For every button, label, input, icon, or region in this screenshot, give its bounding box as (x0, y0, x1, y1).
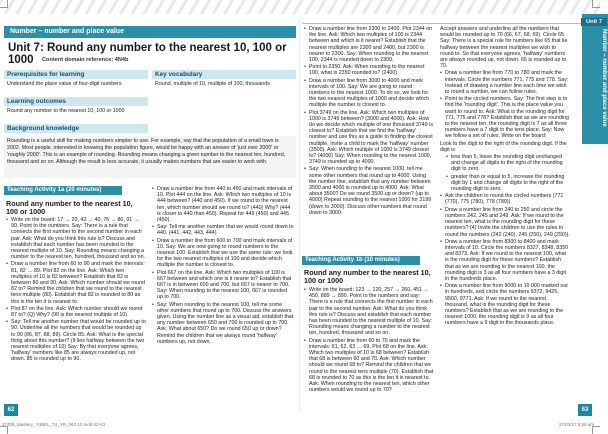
crop-mark (0, 0, 8, 8)
list-item: • Say: When rounding to the nearest 100, tell me some other numbers that round up to 700. Discuss the answers given. Using the number line as a visual aid, establish that any number between 650 and 700 is rounded up to 700. Ask: What about 650? Do we round 650 up or down? Remind the children that we always round 'halfway' numbers up, not down. (152, 302, 294, 345)
outcomes-heading: Learning outcomes (4, 97, 148, 106)
list-item: • Plot 87 on the line. Ask: Which number should we round 87 to? (Q) Why? (90 is the nearest multiple of 10) (6, 306, 146, 318)
list-item: • Plot 3749 on the line. Ask: Which two multiples of 1000 is 3749 between? (3000 and 4000). Ask: How do we decide which multiple of one thousand 3749 is closest to? Establish that we find the 'halfway' number and use this as a guide to finding the closest multiple. Invite a child to mark the 'halfway' number (3500). Ask: Which multiple of 1000 is 3749 closest to? (4000) Say: When rounding to the nearest 1000, 3749 is rounded up to 4000. (304, 110, 434, 166)
list-item: • Plot 667 on the line. Ask: Which two multiples of 100 is 667 between and which one is it nearer to? Establish that 667 is in between 600 and 700, but 667 is nearer to 700. Say: When rounding to the nearest 100, 667 is rounded up to 700. (152, 270, 294, 301)
gutter (299, 20, 300, 412)
crop-mark (592, 0, 600, 8)
list-item: • Ask the children to round the circled numbers (771 (770), 775 (780), 778 (780)). (440, 193, 570, 205)
paragraph: Accept answers and underline all the numbers that would be rounded up to 70 (66, 67, 68, 69). Circle 65. Say: There is a special rule for numbers like 65 that lie halfway between the nearest multiples we wish to round to. So that everyone agrees, 'halfway' numbers are always rounded up, not down. 65 is rounded up to 70. (440, 26, 568, 70)
unit-title: Unit 7: Round any number to the nearest 10, 100 or 1000 (8, 42, 287, 66)
list-item: • greater than or equal to 5, increase the rounding digit by 1 and change all digits to the right of the rounding digit to zero. (446, 174, 570, 193)
list-item: • Say: Tell me another number that we would round down to 440. (441, 442, 443, 444) (152, 224, 294, 236)
decorative-pattern (0, 0, 600, 14)
list-item: • Draw a number line from 8300 to 8400 and mark intervals of 10. Circle the numbers 8327, 8348, 8350 and 8373. Ask: If we round to the nearest 100, what is the rounding digit for these numbers? Establish that as we are rounding to the nearest 100, the rounding digit is 3 as all four numbers have a 3 digit in the hundreds place. (440, 239, 570, 282)
vocab-text: Round, multiple of 10, multiple of 100, thousands (155, 81, 270, 87)
crop-mark (592, 426, 600, 434)
activity-bar: Teaching Activity 1a (20 minutes) (4, 186, 122, 195)
paragraph: Look to the digit to the right of the rounding digit. If the digit is (440, 140, 567, 153)
right-column-1b (304, 287, 434, 394)
vocab-heading: Key vocabulary (152, 70, 296, 79)
activity-title-1b: Round any number to the nearest 10, 100 or 1000 (304, 268, 431, 285)
prereq-heading: Prerequisites for learning (4, 70, 148, 79)
content-domain: Content domain reference: 4N4b (42, 57, 129, 63)
header-band: Number – number and place value (4, 26, 296, 38)
list-item: • Draw a number line from 770 to 780 and mark the intervals. Circle the numbers 771, 775 and 778. Say: Instead of drawing a number line each time we wish to round a number, we can follow rules. (440, 70, 570, 95)
footer-left: 37408_Mastery_Y4BKL_T4_YR_062-10.indd 62-63 (2, 422, 106, 427)
list-item: • Point to the circled numbers. Say: The first step is to find the 'rounding digit'. This is the place value you want to round to. Ask: What is the rounding digit for 771, 775 and 778? Establish that as we are rounding to the nearest ten, the rounding digit is 7 as all three numbers have a 7 digit in the tens place. Say: Now we follow a set of rules. Write on the board: (440, 96, 570, 139)
footer-right: 27/03/17 9:58 am (558, 422, 594, 427)
outcomes-text: Round any number to the nearest 10, 100 or 1000 (7, 108, 125, 114)
page-number-left: 62 (4, 404, 18, 416)
left-column-2 (152, 186, 294, 346)
list-item: • Draw a number line from 3000 to 4000 and mark intervals of 100. Say: We are going to round numbers to the nearest 1000. To do so, we look for the two nearest multiples of 1000 and decide which multiple the number is closest to. (304, 78, 434, 109)
left-page (4, 14, 296, 413)
left-column-1 (6, 217, 146, 364)
side-unit-chip: Unit 7 (581, 18, 607, 26)
list-item: • Draw a number line from 2300 to 2400. Plot 2344 on the line. Ask: Which two multiples of 100 is 2344 between and which is it nearer? Establish that the nearest multiples are 2300 and 2400, but 2300 is nearer to 2300. Say: When rounding to the nearest 100, 2344 is rounded down to 2300. (304, 26, 434, 63)
right-column-1 (304, 26, 434, 217)
side-label: Number – number and place value (601, 29, 607, 127)
list-item: • Say: Tell me another number that would be rounded up to 90. Underline all the numbers that would be rounded up to 90 (86, 87, 88, 89). Circle 85. Ask: What is the special thing about this number? (It lies halfway between the two nearest multiples of 10) Say: By that everyone agrees, 'halfway' numbers like 85 are always rounded up, not down. 85 is rounded up to 90. (6, 319, 146, 362)
activity-bar-1b: Teaching Activity 1b (10 minutes) (302, 256, 420, 265)
right-column-2 (440, 26, 570, 328)
list-item: • Say: When rounding to the nearest 1000, tell me some other numbers that round up to 4000. Using the number line, establish that any number between 3500 and 4000 is rounded up to 4000. Ask: What about 3500? Do we round 3500 up or down? (up to 4000) Repeat rounding to the nearest 1000 for 3199 (down to 3000). Discuss other numbers that round down to 3000. (304, 166, 434, 216)
right-top-band (302, 14, 582, 24)
right-page (302, 14, 607, 413)
list-item: • Draw a number line from 60 to 90 and mark the intervals: 81, 82 … 89. Plot 82 on the line. Ask: Which two multiples of 10 is 82 between? Establish that 82 is between 80 and 90. Ask: Which number should we round 82 to? Remind the children that we round to the nearest tens multiple (80). Establish that 82 is rounded to 80 as this is the ten it is nearest to. (6, 261, 146, 304)
print-footer (2, 420, 598, 430)
background-text: Rounding is a useful skill for making numbers simpler to use. For example, say that the population of a small town is 2002. Most people, interested in knowing the population figure, would be happy with an answer of 'just over 2000' or 'roughly 2000'. This is an example of rounding. Rounding means changing a given number to the nearest ten, hundred, thousand and so on. Although the result is less accurate, it usually makes numbers that are easier to work with. (7, 138, 286, 165)
list-item: • Write on the board: 123 → 120, 257 → 260, 451 → 450, 889 → 890. Point to the numbers and say: There is a rule that connects the first number in each pair to the second number. Ask: What do you think this rule is? Discuss and establish that each number has been rounded to the nearest multiple of 10. Say: Rounding means changing a number to the nearest ten, hundred, thousand and so on. (304, 287, 434, 337)
crop-mark (0, 426, 8, 434)
list-item: • Point to 2350. Ask: When rounding to the nearest 100, what is 2350 rounded to? (2400) (304, 64, 434, 76)
list-item: • Draw a number line from 60 to 70 and mark the intervals: 61, 62, 63 … 69. Plot 68 on the line. Ask: Which two multiples of 10 is 68 between? Establish that 68 is between 60 and 70. Ask: Which number should we round 68 to? Remind the children that we round to the nearest tens multiple (70). Establish that 68 is rounded to 70 as this is the ten it is nearest to. Ask: When rounding to the nearest ten, which other numbers would we round up to 70? (304, 338, 434, 394)
list-item: • Write on the board: 17 → 20, 42 → 40, 76 → 80, 91 → 90. Point to the numbers. Say: There is a rule that connects the first number to the second number in each pair. Ask: What do you think this rule is? Discuss and establish that each number has been rounded to the nearest multiple of 10. Say: Rounding means changing a number to the nearest ten, hundred, thousand and so on. (6, 217, 146, 260)
activity-title: Round any number to the nearest 10, 100 or 1000 (6, 199, 133, 216)
page-number-right: 63 (578, 404, 592, 416)
list-item: • Draw a number line from 9000 to 10 000 marked out in hundreds, and circle the numbers 9372, 9425, 9500, 9771. Ask: If we round to the nearest thousand, what is the rounding digit for these numbers? Establish that as we are rounding to the nearest 1000, the rounding digit is 9 as all four numbers have a 9 digit in the thousands place. (440, 283, 570, 326)
list-item: • Draw a number line from 440 to 450 and mark intervals of 10. Plot 444 on the line. Ask: Which two multiples of 10 is 444 between? (440 and 450). If we round to the nearest ten, which number should we round to? (440) Why? (444 is closer to 440 than 450). Repeat for 449 (450) and 445 (450). (152, 186, 294, 223)
background-heading: Background knowledge (4, 124, 148, 133)
prereq-text: Understand the place value of four-digit numbers (7, 81, 122, 87)
list-item: • less than 5, leave the rounding digit unchanged and change all digits to the right of the rounding digit to zero. (446, 154, 570, 173)
list-item: • Draw a number line from 240 to 250 and circle the numbers 242, 245 and 249. Ask: If we round to the nearest ten, what is the rounding digit for these numbers? (4) Invite the children to use the rules to round the numbers (242 (240), 245 (250), 249 (250)). (440, 207, 570, 238)
list-item: • Draw a number line from 600 to 700 and mark intervals of 10. Say: We are now going to round numbers to the nearest 100. Establish that we use the same rule: we look for the two nearest multiples of 100 and decide which multiple the number is closest to. (152, 238, 294, 269)
